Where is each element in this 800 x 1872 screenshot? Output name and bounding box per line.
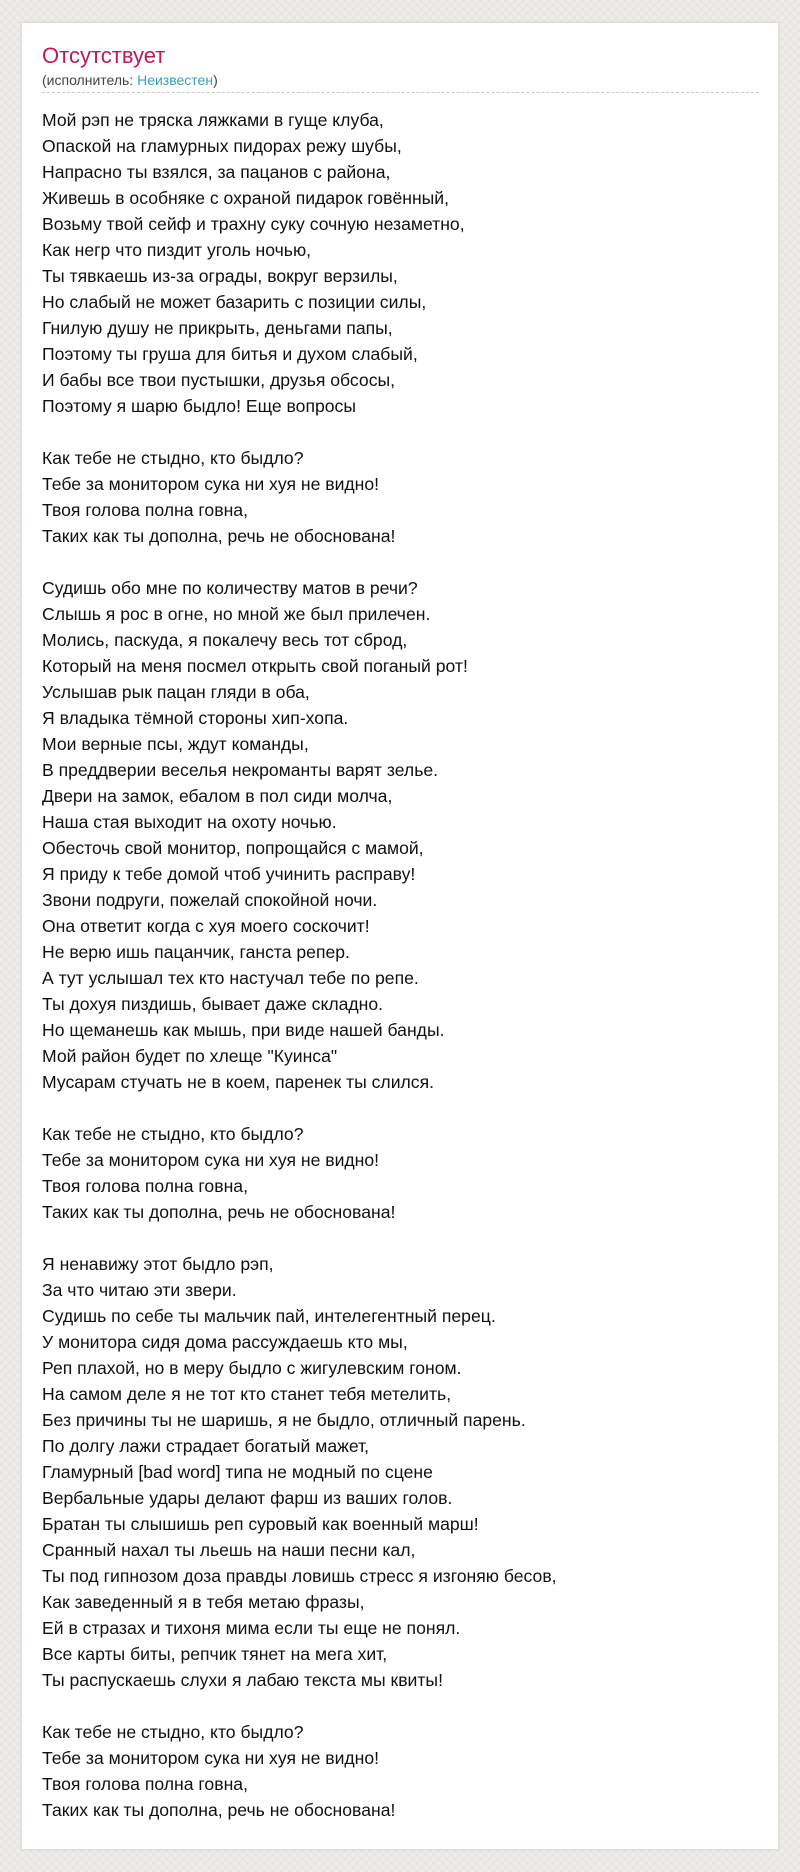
lyric-line: Она ответит когда с хуя моего соскочит!	[42, 916, 370, 936]
lyric-line: В преддверии веселья некроманты варят зелье.	[42, 760, 439, 780]
lyrics-stanza	[42, 1121, 759, 1225]
lyric-line: Я ненавижу этот быдло рэп,	[42, 1254, 274, 1274]
lyric-line: Как тебе не стыдно, кто быдло?	[42, 1722, 304, 1742]
lyrics-text	[42, 107, 759, 1849]
lyric-line: Твоя голова полна говна,	[42, 1176, 248, 1196]
lyric-line: Тебе за монитором сука ни хуя не видно!	[42, 1150, 380, 1170]
lyric-line: Двери на замок, ебалом в пол сиди молча,	[42, 786, 393, 806]
artist-prefix: (исполнитель:	[42, 72, 138, 88]
lyric-line: Гламурный [bad word] типа не модный по сцене	[42, 1462, 433, 1482]
lyric-line: Ты распускаешь слухи я лабаю текста мы квиты!	[42, 1670, 443, 1690]
lyric-line: Мои верные псы, ждут команды,	[42, 734, 309, 754]
lyric-line: Твоя голова полна говна,	[42, 500, 248, 520]
lyric-line: Услышав рык пацан гляди в оба,	[42, 682, 310, 702]
lyric-line: Судишь по себе ты мальчик пай, интелегентный перец.	[42, 1306, 496, 1326]
lyric-line: Гнилую душу не прикрыть, деньгами папы,	[42, 318, 393, 338]
lyric-line: Ей в стразах и тихоня мима если ты еще не понял.	[42, 1618, 461, 1638]
lyric-line: Мусарам стучать не в коем, паренек ты слился.	[42, 1072, 435, 1092]
lyric-line: Тебе за монитором сука ни хуя не видно!	[42, 1748, 380, 1768]
lyric-line: Я владыка тёмной стороны хип-хопа.	[42, 708, 349, 728]
lyric-line: Ты под гипнозом доза правды ловишь стресс я изгоняю бесов,	[42, 1566, 557, 1586]
lyric-line: Но щеманешь как мышь, при виде нашей банды.	[42, 1020, 445, 1040]
lyric-line: Возьму твой сейф и трахну суку сочную незаметно,	[42, 214, 465, 234]
lyric-line: Не верю ишь пацанчик, ганста репер.	[42, 942, 350, 962]
lyric-line: Живешь в особняке с охраной пидарок говённый,	[42, 188, 450, 208]
lyric-line: По долгу лажи страдает богатый мажет,	[42, 1436, 370, 1456]
lyrics-stanza	[42, 575, 759, 1095]
lyric-line: Как негр что пиздит уголь ночью,	[42, 240, 312, 260]
lyric-line: Как заведенный я в тебя метаю фразы,	[42, 1592, 365, 1612]
lyric-line: Поэтому ты груша для битья и духом слабый,	[42, 344, 418, 364]
song-title: Отсутствует	[42, 43, 166, 68]
lyric-line: Молись, паскуда, я покалечу весь тот сброд,	[42, 630, 408, 650]
lyric-line: Как тебе не стыдно, кто быдло?	[42, 1124, 304, 1144]
lyric-line: Звони подруги, пожелай спокойной ночи.	[42, 890, 378, 910]
lyrics-stanza	[42, 445, 759, 549]
lyric-line: Сранный нахал ты льешь на наши песни кал,	[42, 1540, 416, 1560]
lyric-line: Но слабый не может базарить с позиции силы,	[42, 292, 427, 312]
lyric-line: Как тебе не стыдно, кто быдло?	[42, 448, 304, 468]
lyrics-stanza	[42, 1719, 759, 1823]
lyric-line: И бабы все твои пустышки, друзья обсосы,	[42, 370, 396, 390]
lyric-line: Опаской на гламурных пидорах режу шубы,	[42, 136, 402, 156]
lyric-line: Реп плахой, но в меру быдло с жигулевским гоном.	[42, 1358, 462, 1378]
lyric-line: У монитора сидя дома рассуждаешь кто мы,	[42, 1332, 408, 1352]
artist-link[interactable]: Неизвестен	[137, 72, 214, 88]
lyric-line: А тут услышал тех кто настучал тебе по репе.	[42, 968, 419, 988]
lyric-line: Наша стая выходит на охоту ночью.	[42, 812, 337, 832]
lyrics-stanza	[42, 1251, 759, 1693]
lyric-line: Братан ты слышишь реп суровый как военный марш!	[42, 1514, 479, 1534]
lyric-line: На самом деле я не тот кто станет тебя метелить,	[42, 1384, 452, 1404]
lyric-line: Твоя голова полна говна,	[42, 1774, 248, 1794]
song-header	[42, 43, 759, 93]
lyric-line: Без причины ты не шаришь, я не быдло, отличный парень.	[42, 1410, 526, 1430]
lyric-line: Таких как ты дополна, речь не обоснована!	[42, 1202, 396, 1222]
lyrics-card	[21, 22, 779, 1850]
lyric-line: Мой район будет по хлеще "Куинса"	[42, 1046, 338, 1066]
lyric-line: Обесточь свой монитор, попрощайся с мамой,	[42, 838, 424, 858]
artist-line	[42, 71, 759, 93]
lyric-line: Тебе за монитором сука ни хуя не видно!	[42, 474, 380, 494]
lyric-line: Вербальные удары делают фарш из ваших голов.	[42, 1488, 453, 1508]
lyric-line: Напрасно ты взялся, за пацанов с района,	[42, 162, 391, 182]
lyric-line: Ты тявкаешь из-за ограды, вокруг верзилы,	[42, 266, 398, 286]
lyric-line: Все карты биты, репчик тянет на мега хит,	[42, 1644, 388, 1664]
lyric-line: Я приду к тебе домой чтоб учинить расправу!	[42, 864, 416, 884]
lyric-line: Судишь обо мне по количеству матов в речи?	[42, 578, 418, 598]
lyric-line: Таких как ты дополна, речь не обоснована!	[42, 1800, 396, 1820]
artist-suffix: )	[213, 72, 218, 88]
lyric-line: Который на меня посмел открыть свой поганый рот!	[42, 656, 468, 676]
lyric-line: Ты дохуя пиздишь, бывает даже складно.	[42, 994, 384, 1014]
lyrics-stanza	[42, 107, 759, 419]
lyric-line: Мой рэп не тряска ляжками в гуще клуба,	[42, 110, 384, 130]
lyric-line: За что читаю эти звери.	[42, 1280, 237, 1300]
lyric-line: Таких как ты дополна, речь не обоснована!	[42, 526, 396, 546]
lyric-line: Слышь я рос в огне, но мной же был прилечен.	[42, 604, 431, 624]
lyric-line: Поэтому я шарю быдло! Еще вопросы	[42, 396, 356, 416]
